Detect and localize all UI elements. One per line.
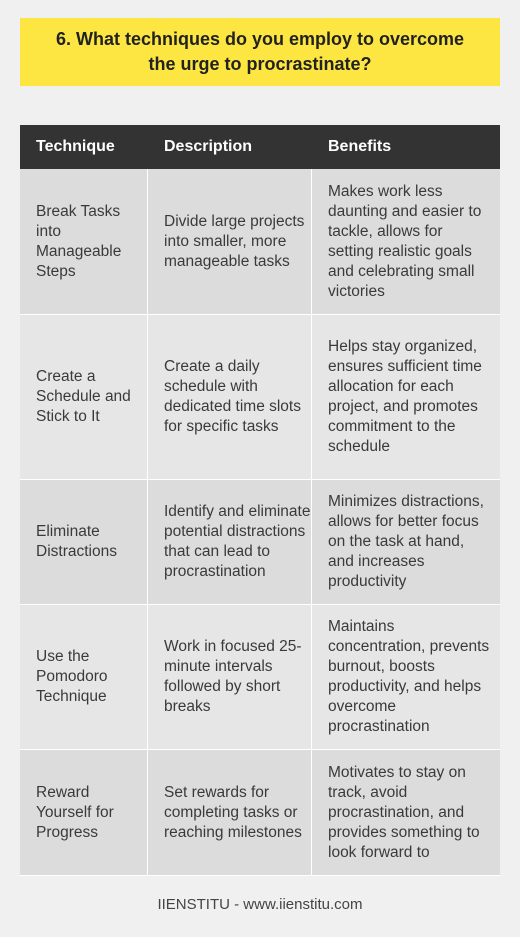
technique-cell: Use the Pomodoro Technique	[20, 605, 148, 749]
header-description: Description	[164, 138, 253, 155]
table-row	[20, 315, 500, 480]
technique-cell: Break Tasks into Manageable Steps	[20, 169, 148, 314]
technique-cell: Eliminate Distractions	[20, 480, 148, 604]
title-banner	[20, 18, 500, 86]
description-cell: Set rewards for completing tasks or reaching milestones	[148, 750, 312, 875]
header-technique: Technique	[36, 138, 115, 155]
techniques-table	[20, 125, 500, 876]
technique-cell: Create a Schedule and Stick to It	[20, 315, 148, 479]
benefits-cell: Makes work less daunting and easier to tackle, allows for setting realistic goals and celebrating small victories	[328, 182, 482, 300]
table-row	[20, 169, 500, 315]
table-header	[20, 125, 500, 169]
benefits-cell: Helps stay organized, ensures sufficient time allocation for each project, and promotes commitment to the schedule	[328, 338, 482, 455]
description-cell: Create a daily schedule with dedicated time slots for specific tasks	[148, 315, 312, 479]
page-title: 6. What techniques do you employ to overcome the urge to procrastinate?	[55, 29, 465, 74]
technique-cell: Reward Yourself for Progress	[20, 750, 148, 875]
description-cell: Identify and eliminate potential distractions that can lead to procrastination	[148, 480, 312, 604]
table-row	[20, 750, 500, 876]
description-cell: Divide large projects into smaller, more manageable tasks	[148, 169, 312, 314]
header-benefits: Benefits	[328, 138, 392, 155]
benefits-cell: Motivates to stay on track, avoid procrastination, and provides something to look forward to	[328, 763, 480, 861]
description-cell: Work in focused 25-minute intervals followed by short breaks	[148, 605, 312, 749]
table-row	[20, 605, 500, 750]
benefits-cell: Maintains concentration, prevents burnout, boosts productivity, and helps overcome procrastination	[328, 618, 490, 735]
benefits-cell: Minimizes distractions, allows for better focus on the task at hand, and increases productivity	[328, 493, 484, 590]
table-row	[20, 480, 500, 605]
footer-credit: IIENSTITU - www.iienstitu.com	[157, 896, 363, 913]
